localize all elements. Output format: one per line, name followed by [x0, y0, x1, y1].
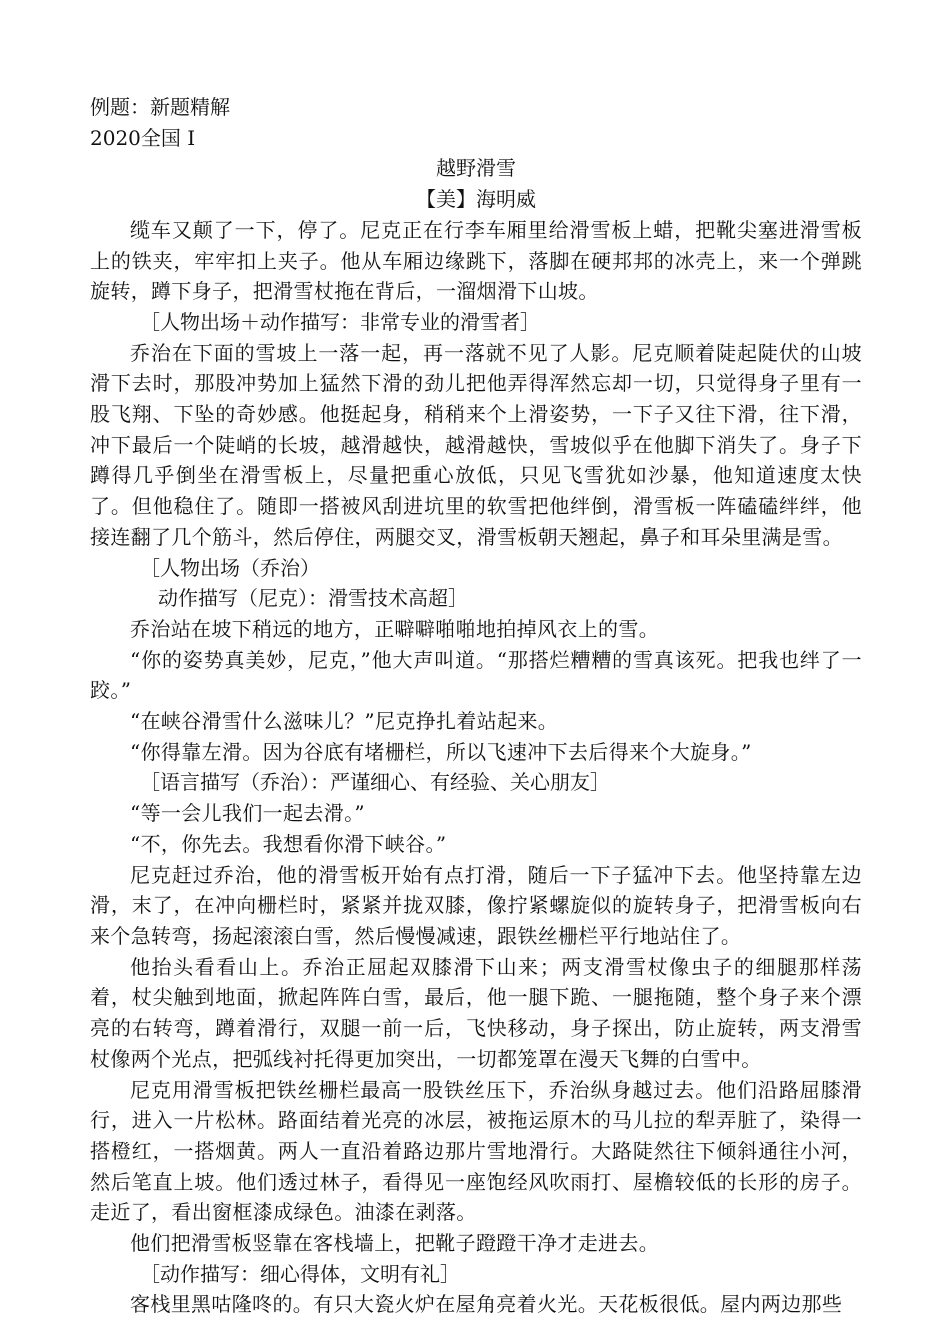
annotation: 动作描写（尼克）：滑雪技术高超］	[158, 586, 468, 611]
annotation: ［动作描写：细心得体，文明有礼］	[140, 1261, 460, 1286]
paragraph: 他抬头看看山上。乔治正屈起双膝滑下山来；两支滑雪杖像虫子的细腿那样荡着，杖尖触到地面，掀起阵阵白雪，最后，他一腿下跪、一腿拖随，整个身子来个漂亮的右转弯，蹲着滑行，双腿一前一后，飞快移动，身子探出，防止旋转，两支滑雪杖像两个光点，把弧线衬托得更加突出，一切都笼罩在漫天飞舞的白雪中。	[90, 954, 862, 1071]
exam-source: 2020全国 I	[90, 125, 196, 150]
paragraph: “你得靠左滑。因为谷底有堵栅栏，所以飞速冲下去后得来个大旋身。”	[130, 739, 752, 764]
paragraph: “不，你先去。我想看你滑下峡谷。”	[130, 831, 447, 856]
paragraph: “等一会儿我们一起去滑。”	[130, 801, 365, 826]
document-page	[90, 92, 862, 1320]
annotation: ［人物出场＋动作描写：非常专业的滑雪者］	[140, 309, 540, 334]
paragraph: 他们把滑雪板竖靠在客栈墙上，把靴子蹬蹬干净才走进去。	[130, 1231, 660, 1256]
example-label: 例题：新题精解	[90, 95, 230, 119]
paragraph: 缆车又颠了一下，停了。尼克正在行李车厢里给滑雪板上蜡，把靴尖塞进滑雪板上的铁夹，牢牢扣上夹子。他从车厢边缘跳下，落脚在硬邦邦的冰壳上，来一个弹跳旋转，蹲下身子，把滑雪杖拖在背后，一溜烟滑下山坡。	[90, 217, 862, 304]
article-author: 【美】海明威	[416, 187, 536, 212]
annotation: ［人物出场（乔治）	[140, 555, 320, 580]
paragraph: 乔治站在坡下稍远的地方，正噼噼啪啪地拍掉风衣上的雪。	[130, 616, 660, 641]
article-title: 越野滑雪	[436, 156, 516, 181]
paragraph: 乔治在下面的雪坡上一落一起，再一落就不见了人影。尼克顺着陡起陡伏的山坡滑下去时，那股冲势加上猛然下滑的劲儿把他弄得浑然忘却一切，只觉得身子里有一股飞翔、下坠的奇妙感。他挺起身，稍稍来个上滑姿势，一下子又往下滑，往下滑，冲下最后一个陡峭的长坡，越滑越快，越滑越快，雪坡似乎在他脚下消失了。身子下蹲得几乎倒坐在滑雪板上，尽量把重心放低，只见飞雪犹如沙暴，他知道速度太快了。但他稳住了。随即一搭被风刮进坑里的软雪把他绊倒，滑雪板一阵磕磕绊绊，他接连翻了几个筋斗，然后停住，两腿交叉，滑雪板朝天翘起，鼻子和耳朵里满是雪。	[90, 340, 862, 549]
paragraph: “在峡谷滑雪什么滋味儿？”尼克挣扎着站起来。	[130, 709, 559, 734]
paragraph: 尼克用滑雪板把铁丝栅栏最高一股铁丝压下，乔治纵身越过去。他们沿路屈膝滑行，进入一片松林。路面结着光亮的冰层，被拖运原木的马儿拉的犁弄脏了，染得一搭橙红，一搭烟黄。两人一直沿着路边那片雪地滑行。大路陡然往下倾斜通往小河，然后笔直上坡。他们透过林子，看得见一座饱经风吹雨打、屋檐较低的长形的房子。走近了，看出窗框漆成绿色。油漆在剥落。	[90, 1077, 862, 1225]
paragraph: 客栈里黑咕隆咚的。有只大瓷火炉在屋角亮着火光。天花板很低。屋内两边那些	[130, 1292, 843, 1317]
paragraph: 尼克赶过乔治，他的滑雪板开始有点打滑，随后一下子猛冲下去。他坚持靠左边滑，末了，在冲向栅栏时，紧紧并拢双膝，像拧紧螺旋似的旋转身子，把滑雪板向右来个急转弯，扬起滚滚白雪，然后慢慢减速，跟铁丝栅栏平行地站住了。	[90, 862, 862, 948]
annotation: ［语言描写（乔治）：严谨细心、有经验、关心朋友］	[140, 770, 610, 795]
paragraph: “你的姿势真美妙，尼克，”他大声叫道。“那搭烂糟糟的雪真该死。把我也绊了一跤。”	[90, 647, 862, 703]
